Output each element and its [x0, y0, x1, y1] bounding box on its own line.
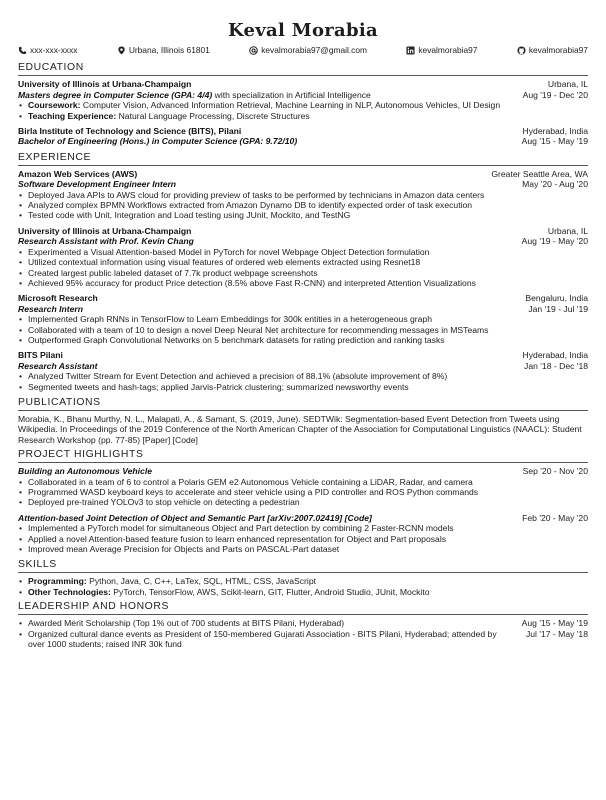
contact-phone [18, 45, 77, 55]
role: Research Intern [18, 303, 83, 314]
list-item: • Programmed WASD keyboard keys to accelerate and steer vehicle using a PID controller and ROS Python commands [28, 487, 588, 497]
location-text: Urbana, Illinois 61801 [128, 45, 210, 55]
list-item: • Teaching Experience: Natural Language Processing, Discrete Structures [28, 111, 588, 121]
list-item: • Segmented tweets and hash-tags; applied Jarvis-Patrick clustering; summarized newsworthy events [28, 382, 588, 392]
experience-bullets [18, 190, 588, 221]
project-bullets [18, 523, 588, 554]
contact-location [117, 45, 210, 55]
education-bullets [18, 100, 588, 121]
school-name: Birla Institute of Technology and Science (BITS), Pilani [18, 126, 242, 137]
list-item: • Implemented Graph RNNs in TensorFlow to Learn Embeddings for 300k entities in a heterogeneous graph [28, 314, 588, 324]
list-item: • Programming: Python, Java, C, C++, LaTex, SQL, HTML, CSS, JavaScript [28, 576, 588, 586]
org-name: University of Illinois at Urbana-Champaign [18, 225, 192, 236]
projects-section [18, 449, 588, 554]
org-location: Greater Seattle Area, WA [491, 168, 588, 179]
experience-bullets [18, 314, 588, 345]
org-location: Urbana, IL [547, 225, 588, 236]
contact-github[interactable] [517, 45, 588, 55]
project-dates: Feb '20 - May '20 [522, 512, 588, 523]
skills-list [18, 576, 588, 597]
leadership-list [18, 618, 588, 649]
degree: Masters degree in Computer Science (GPA: 4/4) with specialization in Artificial Intelligence [18, 89, 371, 100]
list-item: • Applied a novel Attention-based feature fusion to learn enhanced representation for Object and Part proposals [28, 534, 588, 544]
phone-text: xxx-xxx-xxxx [30, 45, 78, 55]
contact-bar [18, 45, 588, 55]
org-location: Hyderabad, India [522, 350, 588, 361]
role-dates: Aug '19 - May '20 [521, 236, 588, 247]
education-dates: Aug '15 - May '19 [521, 136, 588, 147]
map-pin-icon [117, 46, 126, 55]
linkedin-link[interactable]: kevalmorabia97 [418, 45, 478, 55]
candidate-name: Keval Morabia [228, 20, 378, 41]
github-link[interactable]: kevalmorabia97 [528, 45, 588, 55]
list-item: • Achieved 95% accuracy for product Price detection (8.5% above Fast R-CNN) and interpreted Attention Visualizations [28, 278, 588, 288]
list-item: • Collaborated with a team of 10 to design a novel Deep Neural Net architecture for recommending messages in MSTeams [28, 325, 588, 335]
list-item: • Improved mean Average Precision for Objects and Parts on PASCAL-Part dataset [28, 544, 588, 554]
list-item: • Coursework: Computer Vision, Advanced Information Retrieval, Machine Learning in NLP, Autonomous Vehicles, UI Design [28, 100, 588, 110]
list-item: • Collaborated in a team of 6 to control a Polaris GEM e2 Autonomous Vehicle containing a LiDAR, Radar, and camera [28, 477, 588, 487]
publication-citation: Morabia, K., Bhanu Murthy, N. L., Malapati, A., & Samant, S. (2019, June). SEDTWik: Segmentation-based Event Detection from Tweets using Wikipedia. In Proceedings of the 2019 Conference of the North American Chapter of the Association for Computational Linguistics (NAACL): Student Research Workshop (pp. 77-85) [Paper] [Code] [18, 413, 582, 445]
experience-entry [18, 169, 588, 221]
experience-entry [18, 350, 588, 392]
leadership-section [18, 601, 588, 649]
project-name[interactable]: Attention-based Joint Detection of Object and Semantic Part [arXiv:2007.02419] [Code] [18, 512, 372, 523]
list-item: • Created largest public labeled dataset of 7.7k product webpage screenshots [28, 268, 588, 278]
degree: Bachelor of Engineering (Hons.) in Computer Science (GPA: 9.72/10) [18, 136, 298, 147]
section-title-leadership: LEADERSHIP AND HONORS [18, 601, 588, 615]
education-entry [18, 79, 588, 121]
org-name: Amazon Web Services (AWS) [18, 168, 138, 179]
contact-email[interactable] [249, 45, 367, 55]
school-location: Hyderabad, India [522, 126, 588, 137]
experience-entry [18, 293, 588, 345]
linkedin-icon [406, 46, 415, 55]
list-item: • Analyzed Twitter Stream for Event Detection and achieved a precision of 88.1% (absolute improvement of 8%) [28, 371, 588, 381]
project-bullets [18, 477, 588, 508]
education-dates: Aug '19 - Dec '20 [522, 89, 588, 100]
at-sign-icon [249, 46, 258, 55]
list-item: • Experimented a Visual Attention-based Model in PyTorch for novel Webpage Object Detection formulation [28, 247, 588, 257]
org-location: Bengaluru, India [525, 293, 588, 304]
org-name: Microsoft Research [18, 293, 98, 304]
list-item: • Implemented a PyTorch model for simultaneous Object and Part detection by combining 2 Faster-RCNN models [28, 523, 588, 533]
experience-bullets [18, 371, 588, 392]
project-entry [18, 466, 588, 508]
section-title-experience: EXPERIENCE [18, 152, 588, 166]
role-dates: Jan '19 - Jul '19 [528, 303, 588, 314]
list-item: • Deployed pre-trained YOLOv3 to stop vehicle on detecting a pedestrian [28, 497, 588, 507]
list-item: • Utilized contextual information using visual features of ordered web elements extracted using Resnet18 [28, 257, 588, 267]
project-dates: Sep '20 - Nov '20 [522, 466, 588, 477]
list-item: • Analyzed complex BPMN Workflows extracted from Amazon Dynamo DB to identify expected order of task execution [28, 200, 588, 210]
list-item: • Tested code with Unit, Integration and Load testing using JUnit, Mockito, and TestNG [28, 210, 588, 220]
experience-section [18, 152, 588, 392]
project-name: Building an Autonomous Vehicle [18, 466, 152, 477]
list-item: • Outperformed Graph Convolutional Networks on 5 benchmark datasets for rating prediction and ranking tasks [28, 335, 588, 345]
school-name: University of Illinois at Urbana-Champaign [18, 79, 192, 90]
org-name: BITS Pilani [18, 350, 63, 361]
list-item: • Organized cultural dance events as President of 150-membered Gujarati Association - BITS Pilani, Hyderabad; attended by over 1000 students; raised INR 30k fund Jul '17 - May '18 [28, 629, 588, 650]
section-title-skills: SKILLS [18, 559, 588, 573]
github-icon [517, 46, 526, 55]
experience-bullets [18, 247, 588, 289]
role-dates: May '20 - Aug '20 [522, 179, 588, 190]
experience-entry [18, 226, 588, 288]
education-entry [18, 126, 588, 147]
role: Software Development Engineer Intern [18, 179, 177, 190]
education-section [18, 62, 588, 146]
list-item: • Other Technologies: PyTorch, TensorFlow, AWS, Scikit-learn, GIT, Flutter, Android Studio, JUnit, Mockito [28, 587, 588, 597]
school-location: Urbana, IL [547, 79, 588, 90]
publications-section [18, 397, 588, 445]
contact-linkedin[interactable] [406, 45, 477, 55]
section-title-education: EDUCATION [18, 62, 588, 76]
skills-section [18, 559, 588, 597]
list-item: • Awarded Merit Scholarship (Top 1% out of 700 students at BITS Pilani, Hyderabad) Aug '15 - May '19 [28, 618, 588, 628]
email-link[interactable]: kevalmorabia97@gmail.com [261, 45, 367, 55]
list-item: • Deployed Java APIs to AWS cloud for providing preview of tasks to be performed by technicians in Amazon data centers [28, 190, 588, 200]
role-dates: Jan '18 - Dec '18 [524, 360, 588, 371]
section-title-projects: PROJECT HIGHLIGHTS [18, 449, 588, 463]
project-entry [18, 513, 588, 555]
phone-icon [18, 46, 27, 55]
role: Research Assistant with Prof. Kevin Chang [18, 236, 194, 247]
section-title-publications: PUBLICATIONS [18, 397, 588, 411]
role: Research Assistant [18, 360, 98, 371]
